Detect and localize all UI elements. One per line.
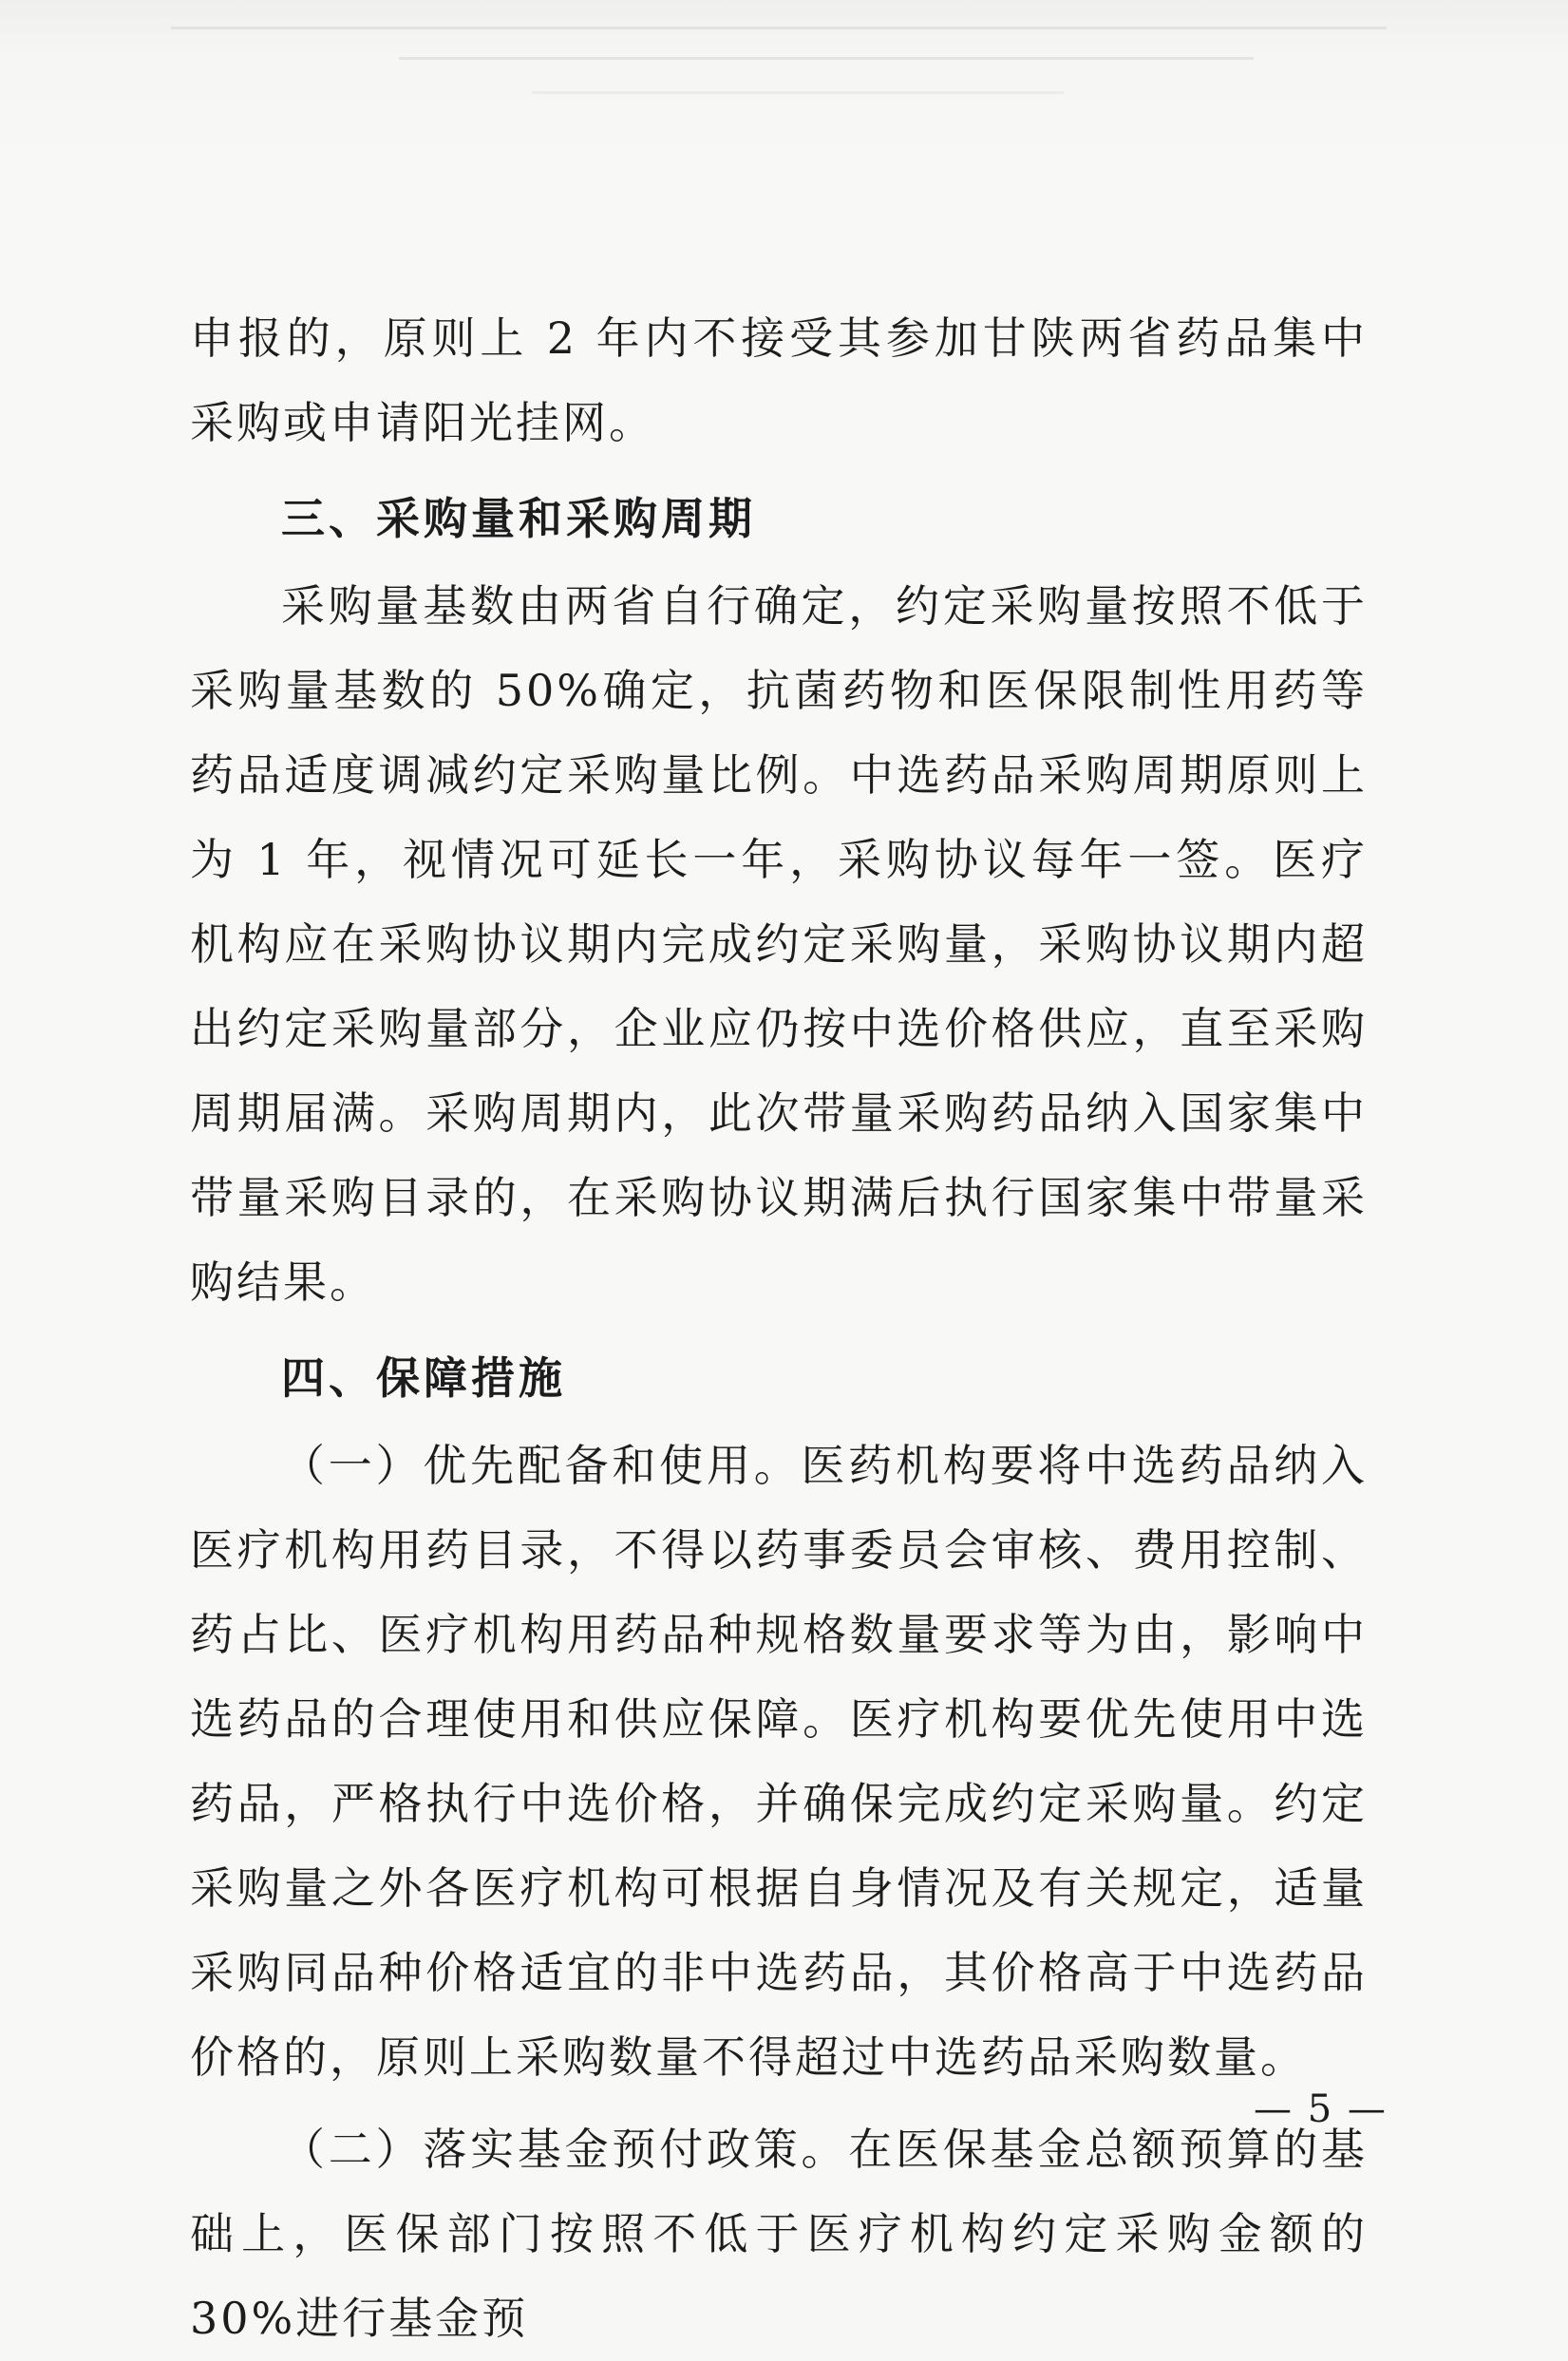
paragraph-fund-prepayment: （二）落实基金预付政策。在医保基金总额预算的基础上，医保部门按照不低于医疗机构约定采购金额的 30%进行基金预 — [190, 2124, 1368, 2344]
bleed-through-line — [171, 27, 1387, 29]
paragraph-continued: 申报的，原则上 2 年内不接受其参加甘陕两省药品集中采购或申请阳光挂网。 — [190, 312, 1368, 448]
section-heading-4: 四、保障措施 — [281, 1352, 566, 1404]
document-body — [190, 296, 1368, 2361]
bleed-through-line — [399, 57, 1254, 60]
bleed-through-line — [532, 91, 1064, 94]
page-number: — 5 — — [1254, 2087, 1388, 2131]
paragraph-priority-use: （一）优先配备和使用。医药机构要将中选药品纳入医疗机构用药目录，不得以药事委员会审核、费用控制、药占比、医疗机构用药品种规格数量要求等为由，影响中选药品的合理使用和供应保障。医疗机构要优先使用中选药品，严格执行中选价格，并确保完成约定采购量。约定采购量之外各医疗机构可根据自身情况及有关规定，适量采购同品种价格适宜的非中选药品，其价格高于中选药品价格的，原则上采购数量不得超过中选药品采购数量。 — [190, 1440, 1368, 2083]
section-heading-3: 三、采购量和采购周期 — [281, 493, 756, 544]
paragraph-procurement-volume: 采购量基数由两省自行确定，约定采购量按照不低于采购量基数的 50%确定，抗菌药物和医保限制性用药等药品适度调减约定采购量比例。中选药品采购周期原则上为 1 年，视情况可延长一年，采购协议每年一签。医疗机构应在采购协议期内完成约定采购量，采购协议期内超出约定采购量部分，企业应仍按中选价格供应，直至采购周期届满。采购周期内，此次带量采购药品纳入国家集中带量采购目录的，在采购协议期满后执行国家集中带量采购结果。 — [190, 580, 1368, 1308]
